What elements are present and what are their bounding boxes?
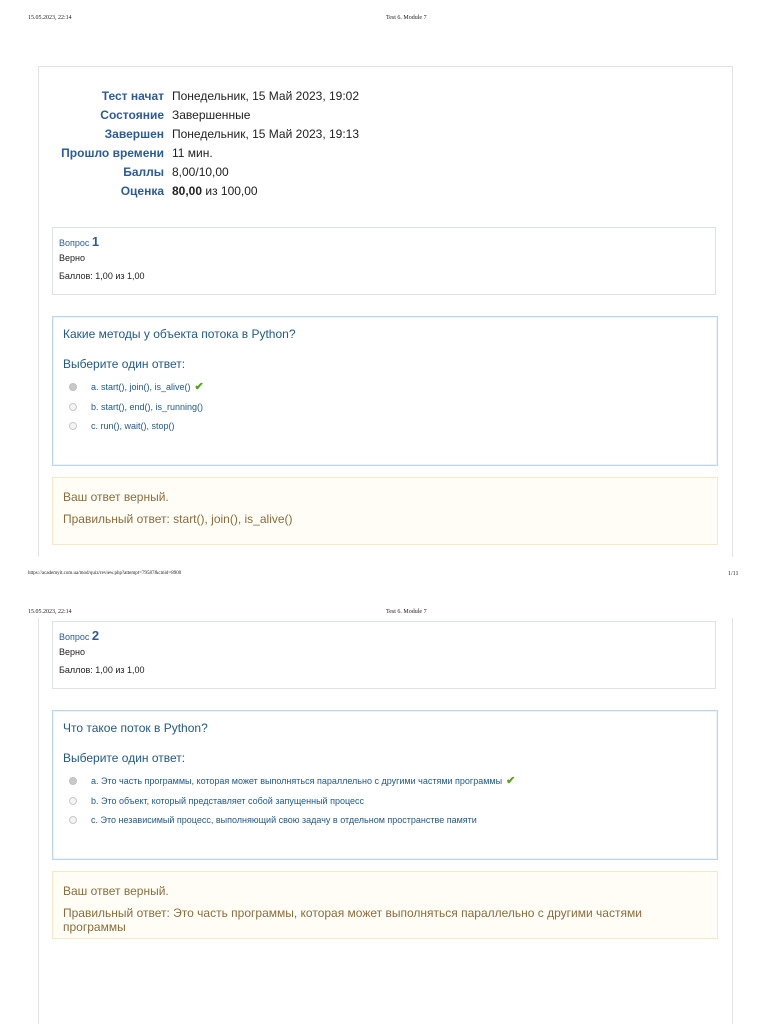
print-page-number: 1/11 [728, 571, 739, 577]
right-answer: Правильный ответ: Это часть программы, которая может выполняться параллельно с другими частями программы [63, 906, 642, 934]
question-grade: Баллов: 1,00 из 1,00 [59, 665, 145, 675]
answer-prompt: Выберите один ответ: [63, 357, 186, 371]
radio-icon[interactable] [69, 777, 77, 785]
question-state: Верно [59, 253, 85, 263]
answer-option[interactable]: b. Это объект, который представляет собой запущенный процесс [63, 796, 707, 806]
answer-option[interactable]: c. run(), wait(), stop() [63, 421, 707, 431]
feedback-box [52, 477, 718, 545]
summary-row-duration: Прошло времени 11 мин. [61, 146, 213, 160]
print-datetime: 15.05.2023, 22:14 [28, 15, 72, 21]
feedback-message: Ваш ответ верный. [63, 490, 169, 504]
answer-option[interactable]: a. start(), join(), is_alive() ✔ [63, 380, 707, 393]
print-url: https://academyit.com.ua/mod/quiz/review.php?attempt=79587&cmid=8900 [28, 571, 182, 576]
radio-icon[interactable] [69, 816, 77, 824]
radio-icon[interactable] [69, 797, 77, 805]
question-number: Вопрос 1 [59, 234, 100, 249]
print-datetime: 15.05.2023, 22:14 [28, 609, 72, 615]
attempt-summary [60, 87, 360, 201]
check-icon: ✔ [194, 381, 204, 393]
answer-option[interactable]: c. Это независимый процесс, выполняющий свою задачу в отдельном пространстве памяти [63, 815, 707, 825]
question-content [52, 316, 718, 466]
question-number: Вопрос 2 [59, 628, 100, 643]
answer-option[interactable]: b. start(), end(), is_running() [63, 402, 707, 412]
summary-row-grade: Оценка 80,00 из 100,00 [120, 184, 258, 198]
question-info [52, 621, 716, 689]
right-answer: Правильный ответ: start(), join(), is_alive() [63, 512, 293, 526]
summary-row-completed: Завершен Понедельник, 15 Май 2023, 19:13 [104, 127, 360, 141]
summary-row-marks: Баллы 8,00/10,00 [123, 165, 229, 179]
feedback-box [52, 871, 718, 939]
question-content [52, 710, 718, 860]
question-grade: Баллов: 1,00 из 1,00 [59, 271, 145, 281]
radio-icon[interactable] [69, 422, 77, 430]
answer-prompt: Выберите один ответ: [63, 751, 186, 765]
print-title: Test 6. Module 7 [386, 15, 427, 21]
question-state: Верно [59, 647, 85, 657]
radio-icon[interactable] [69, 383, 77, 391]
summary-row-started: Тест начат Понедельник, 15 Май 2023, 19:02 [101, 89, 360, 103]
feedback-message: Ваш ответ верный. [63, 884, 169, 898]
answer-option[interactable]: a. Это часть программы, которая может выполняться параллельно с другими частями программы ✔ [63, 774, 707, 787]
summary-row-state: Состояние Завершенные [100, 108, 251, 122]
radio-icon[interactable] [69, 403, 77, 411]
print-title: Test 6. Module 7 [386, 609, 427, 615]
question-text: Какие методы у объекта потока в Python? [63, 327, 296, 341]
check-icon: ✔ [506, 775, 516, 787]
question-info [52, 227, 716, 295]
question-text: Что такое поток в Python? [63, 721, 208, 735]
